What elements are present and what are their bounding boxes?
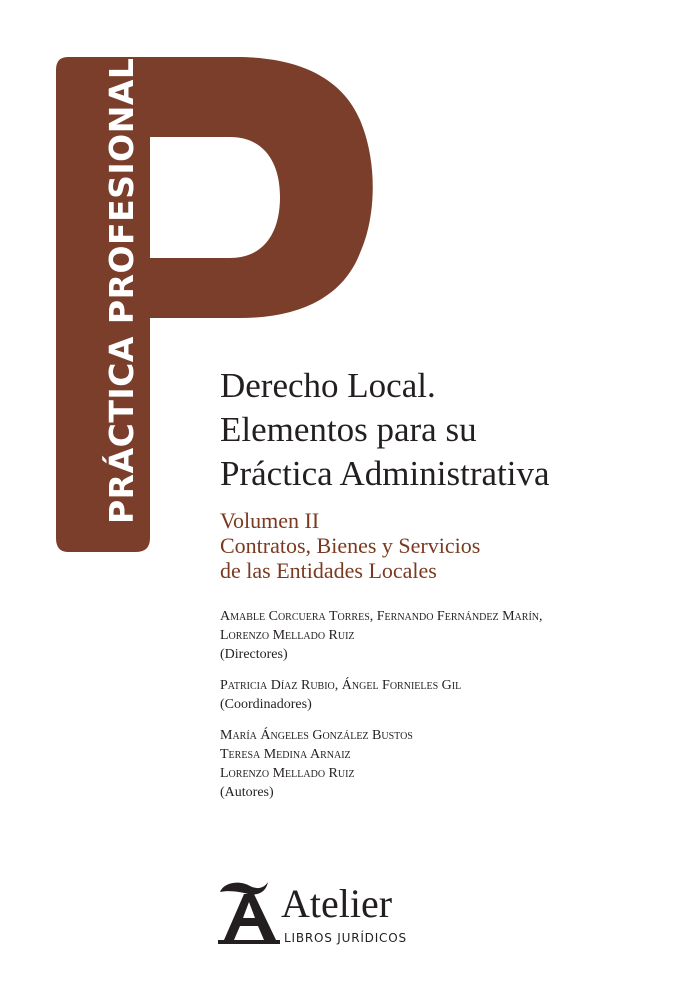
credits (220, 607, 543, 814)
coordinator-names: Patricia Díaz Rubio, Ángel Fornieles Gil (220, 678, 462, 693)
author-name: Teresa Medina Arnaiz (220, 747, 351, 762)
director-names: Amable Corcuera Torres, Fernando Fernández Marín, (220, 609, 543, 624)
volume-line: Contratos, Bienes y Servicios (220, 533, 481, 558)
volume-line: de las Entidades Locales (220, 558, 437, 583)
director-names: Lorenzo Mellado Ruiz (220, 628, 355, 643)
title-line: Práctica Administrativa (220, 454, 550, 493)
coordinators-role: (Coordinadores) (220, 697, 312, 712)
publisher-subtitle: LIBROS JURÍDICOS (284, 931, 407, 945)
volume-subtitle (220, 508, 480, 583)
directors-role: (Directores) (220, 647, 288, 662)
title-line: Elementos para su (220, 410, 477, 449)
authors-group (220, 726, 543, 802)
atelier-a-logo-icon (218, 878, 280, 944)
title-line: Derecho Local. (220, 366, 436, 405)
author-name: María Ángeles González Bustos (220, 728, 413, 743)
series-label: PRÁCTICA PROFESIONAL (102, 57, 141, 524)
coordinators-group (220, 676, 543, 714)
volume-line: Volumen II (220, 508, 320, 533)
authors-role: (Autores) (220, 785, 274, 800)
author-name: Lorenzo Mellado Ruiz (220, 766, 355, 781)
book-title (220, 364, 550, 496)
publisher-name: Atelier (281, 881, 393, 926)
directors-group (220, 607, 543, 664)
